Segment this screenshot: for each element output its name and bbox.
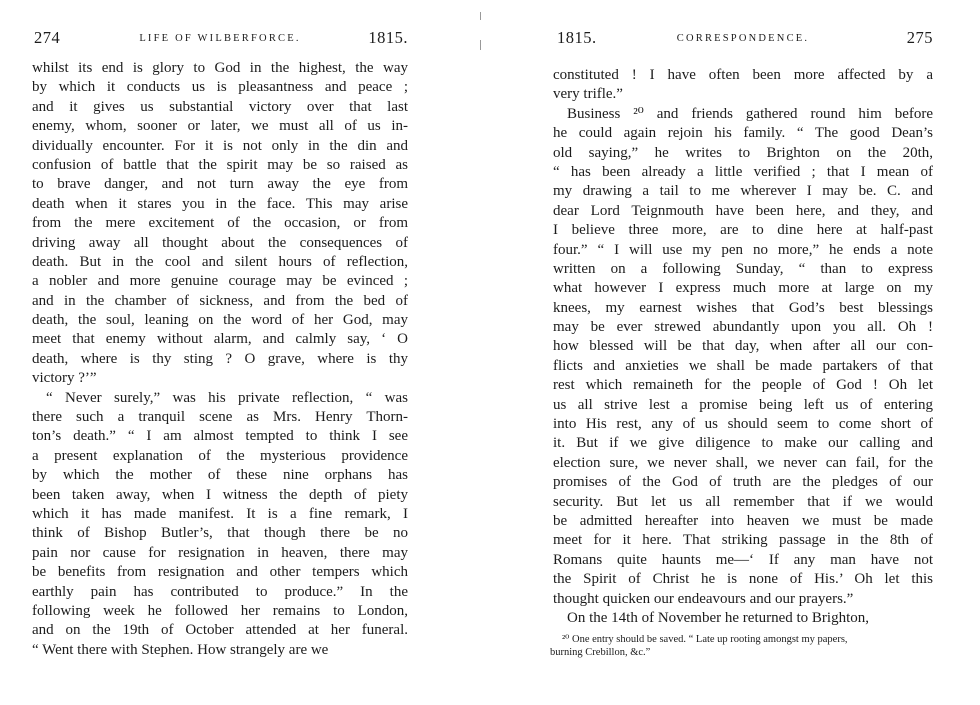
text-line: driving away all thought about the consequences of [32, 234, 408, 251]
text-line: pain nor cause for resignation in heaven, there may [32, 544, 408, 561]
gutter-mark-bottom [480, 40, 481, 50]
text-line: death, where is thy sting ? O grave, where is thy [32, 350, 408, 367]
text-line: old saying,” he writes to Brighton on the 20th, [553, 144, 933, 161]
text-line: ton’s death.” “ I am almost tempted to think I see [32, 428, 408, 445]
text-line: think of Bishop Butler’s, that though there be no [32, 525, 408, 542]
text-line: very trifle.” [553, 86, 623, 103]
text-line: what however I express much more at large on my [553, 280, 933, 297]
text-line: I believe three more, are to dine here at half-past [553, 222, 933, 239]
text-line: dear Lord Teignmouth have been here, and they, and [553, 202, 933, 219]
left-page [32, 0, 408, 658]
text-line: knees, my earnest wishes that God’s best blessings [553, 299, 933, 316]
text-line: promises of the God of truth are the pledges of our [553, 474, 933, 491]
text-line: from the mere excitement of the occasion, or from [32, 215, 408, 232]
text-line: a nobler and more genuine courage may be evinced ; [32, 273, 408, 290]
right-page-text [553, 66, 933, 628]
text-line: On the 14th of November he returned to Brighton, [567, 609, 870, 626]
text-line: rest which remaineth for the people of God ! Oh let [553, 377, 933, 394]
text-line: and in the chamber of sickness, and from the bed of [32, 292, 408, 309]
text-line: death, the soul, leaning on the word of her God, may [32, 312, 408, 329]
text-line: and it gives us substantial victory over that last [32, 98, 408, 115]
text-line: he could again rejoin his family. “ The good Dean’s [553, 125, 933, 142]
text-line: us all strive lest a promise being left us of entering [553, 396, 933, 413]
text-line: following week he followed her remains to London, [32, 602, 408, 619]
text-line: be admitted hereafter into heaven we must be made [553, 512, 933, 529]
footnotes [550, 633, 934, 659]
right-page [550, 0, 933, 658]
running-title-left: LIFE OF WILBERFORCE. [139, 33, 301, 44]
text-line: my drawing a tail to me wherever I may be. C. and [553, 183, 933, 200]
text-line: dividually encounter. For it is not only in the din and [32, 137, 408, 154]
text-line: flicts and anxieties we shall be made partakers of that [553, 357, 933, 374]
text-line: confusion of battle that the spirit may be so raised as [32, 156, 408, 173]
text-line: into His rest, any of us should seem to come short of [553, 416, 933, 433]
text-line: by which it conducts us is pleasantness and peace ; [32, 79, 408, 96]
page-number-right: 275 [906, 28, 933, 47]
footnote-line: ²⁰ One entry should be saved. “ Late up rooting amongst my papers, [562, 634, 848, 645]
text-line: written on a following Sunday, “ than to express [553, 260, 933, 277]
text-line: the Spirit of Christ he is none of His.’ Oh let this [553, 571, 933, 588]
text-line: meet that enemy without alarm, and calmly say, ‘ O [32, 331, 408, 348]
text-line: thought quicken our endeavours and our prayers.” [553, 590, 854, 607]
text-line: death when it stares you in the face. This may arise [32, 195, 408, 212]
text-line: may be ever strewed abundantly upon you all. Oh ! [553, 319, 933, 336]
text-line: by which the mother of these nine orphans has [32, 467, 408, 484]
text-line: constituted ! I have often been more affected by a [553, 67, 933, 83]
text-line: it. But if we give diligence to make our calling and [553, 435, 933, 452]
text-line: Business ²⁰ and friends gathered round him before [567, 105, 933, 122]
text-line: earthly pain has contributed to produce.” In the [32, 583, 408, 600]
text-line: to brave danger, and not turn away the eye from [32, 176, 408, 193]
text-line: security. But let us all remember that if we would [553, 493, 933, 510]
text-line: enemy, whom, sooner or later, we must all of us in- [32, 118, 408, 135]
page-number-left: 274 [34, 28, 61, 47]
text-line: “ Went there with Stephen. How strangely are we [32, 641, 329, 658]
left-page-header [32, 0, 408, 48]
text-line: victory ?’” [32, 370, 97, 387]
text-line: four.” “ I will use my pen no more,” he ends a note [553, 241, 933, 258]
text-line: how blessed will be that day, when after all our con- [553, 338, 933, 355]
text-line: “ Never surely,” was his private reflection, “ was [46, 389, 408, 406]
text-line: and on the 19th of October attended at her funeral. [32, 622, 408, 639]
text-line: election sure, we never shall, we never can fail, for the [553, 454, 933, 471]
year-right: 1815. [557, 28, 597, 47]
text-line: “ has been already a little verified ; that I mean of [553, 163, 933, 180]
text-line: be benefits from resignation and other tempers which [32, 564, 408, 581]
text-line: whilst its end is glory to God in the highest, the way [32, 60, 408, 76]
text-line: which it has made manifest. It is a fine remark, I [32, 505, 408, 522]
text-line: meet for it here. That striking passage in the 8th of [553, 532, 933, 549]
left-page-text [32, 59, 408, 660]
text-line: a present explanation of the mysterious providence [32, 447, 408, 464]
running-title-right: CORRESPONDENCE. [676, 33, 810, 44]
text-line: been taken away, when I witness the depth of piety [32, 486, 408, 503]
year-left: 1815. [368, 28, 408, 47]
footnote-line: burning Crebillon, &c.” [550, 647, 651, 658]
text-line: there such a tranquil scene as Mrs. Henry Thorn- [32, 409, 408, 426]
text-line: Romans quite haunts me—‘ If any man have not [553, 551, 933, 568]
right-page-header [553, 0, 933, 48]
text-line: death. But in the cool and silent hours of reflection, [32, 253, 408, 270]
gutter-mark-top [480, 12, 481, 20]
